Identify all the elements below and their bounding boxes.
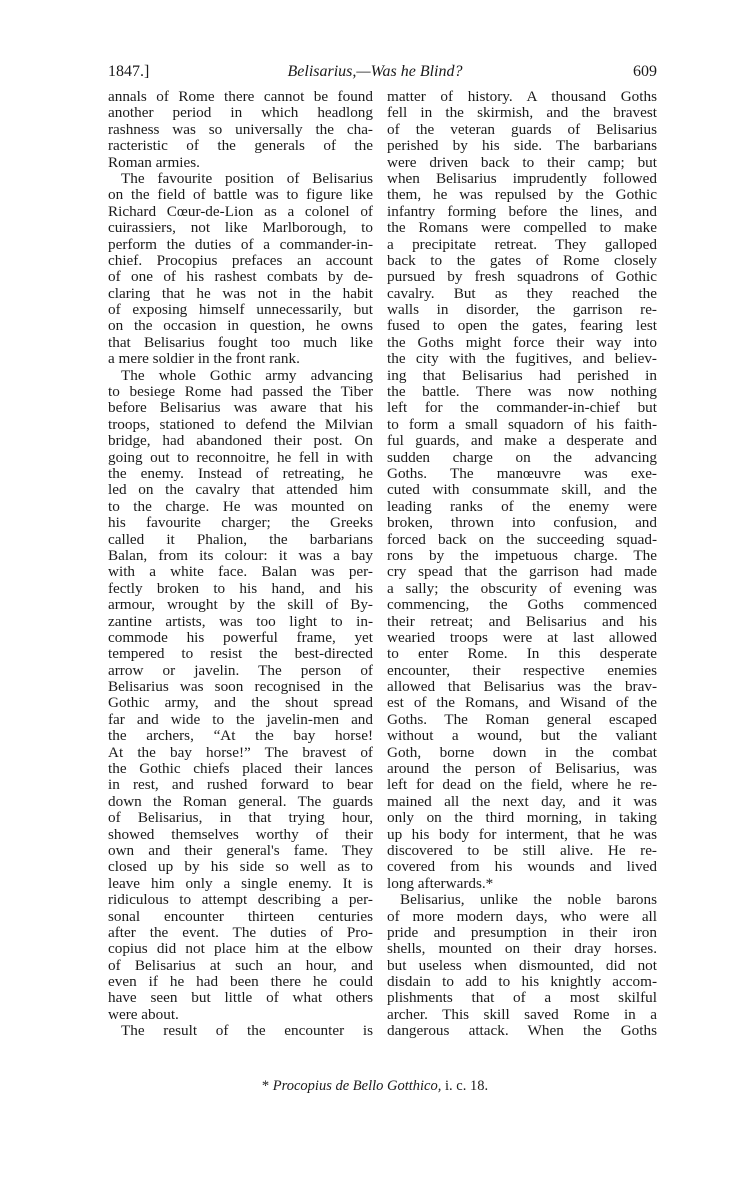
text-line: the enemy. Instead of retreating, he [108, 464, 373, 482]
text-line: racteristic of the generals of the [108, 137, 373, 155]
text-line: left for the commander-in-chief but [387, 399, 657, 417]
text-line: broken, thrown into confusion, and [387, 514, 657, 532]
text-line: shells, mounted on their dray horses. [387, 940, 657, 958]
text-line: ridiculous to attempt describing a per- [108, 891, 373, 909]
text-line: cavalry. But as they reached the [387, 284, 657, 302]
text-line: the city with the fugitives, and believ- [387, 350, 657, 368]
text-line: dangerous attack. When the Goths [387, 1022, 657, 1040]
text-line: of exposing himself unnecessarily, but [108, 301, 373, 319]
footnote [0, 1078, 750, 1095]
text-line: a mere soldier in the front rank. [108, 350, 300, 368]
text-line: disdain to add to his knightly accom- [387, 973, 657, 991]
text-line: his favourite charger; the Greeks [108, 514, 373, 532]
text-line: Gothic army, and the shout spread [108, 694, 373, 712]
text-line: arrow or javelin. The person of [108, 661, 373, 679]
text-line: far and wide to the javelin-men and [108, 710, 373, 728]
text-line: The favourite position of Belisarius [121, 169, 373, 187]
text-line: of the veteran guards of Belisarius [387, 120, 657, 138]
text-line: going out to reconnoitre, he fell in with [108, 448, 373, 466]
text-line: after the event. The duties of Pro- [108, 923, 373, 941]
text-line: ing that Belisarius had perished in [387, 366, 657, 384]
text-line: on the field of battle was to figure like [108, 186, 373, 204]
text-line: zantine artists, was too light to in- [108, 612, 373, 630]
text-line: leave him only a single enemy. It is [108, 874, 373, 892]
text-line: were driven back to their camp; but [387, 153, 657, 171]
text-line: Belisarius, unlike the noble barons [400, 891, 657, 909]
text-line: a precipitate retreat. They galloped [387, 235, 657, 253]
text-line: matter of history. A thousand Goths [387, 88, 657, 105]
text-line: a sally; the obscurity of evening was [387, 579, 657, 597]
text-line: mained all the next day, and it was [387, 792, 657, 810]
text-line: left for dead on the field, where he re- [387, 776, 657, 794]
text-line: cuted with consummate skill, and the [387, 481, 657, 499]
text-line: infantry forming before the lines, and [387, 202, 657, 220]
text-line: commencing, the Goths commenced [387, 596, 657, 614]
text-line: up his body for interment, that he was [387, 825, 657, 843]
text-line: that Belisarius fought too much like [108, 333, 373, 351]
text-line: At the bay horse!” The bravest of [108, 743, 373, 761]
text-line: the archers, “At the bay horse! [108, 727, 373, 745]
text-line: fused to open the gates, fearing lest [387, 317, 657, 335]
text-line: Richard Cœur-de-Lion as a colonel of [108, 202, 373, 220]
text-line: were about. [108, 1005, 179, 1023]
text-line: showed themselves worthy of their [108, 825, 373, 843]
text-line: troops, stationed to defend the Milvian [108, 415, 373, 433]
text-line: around the person of Belisarius, was [387, 760, 657, 778]
text-line: to enter Rome. In this desperate [387, 645, 657, 663]
text-line: them, he was repulsed by the Gothic [387, 186, 657, 204]
text-line: tempered to resist the best-directed [108, 645, 373, 663]
text-line: when Belisarius imprudently followed [387, 169, 657, 187]
text-line: annals of Rome there cannot be found [108, 88, 373, 105]
text-line: of Belisarius, in that trying hour, [108, 809, 373, 827]
text-line: to besiege Rome had passed the Tiber [108, 383, 373, 401]
text-line: encounter, their respective enemies [387, 661, 657, 679]
text-line: allowed that Belisarius was the brav- [387, 678, 657, 696]
text-line: The whole Gothic army advancing [121, 366, 373, 384]
text-line: with a white face. Balan was per- [108, 563, 373, 581]
text-line: called it Phalion, the barbarians [108, 530, 373, 548]
text-line: forced back on the succeeding squad- [387, 530, 657, 548]
text-line: Goths. The manœuvre was exe- [387, 464, 657, 482]
text-line: before Belisarius was aware that his [108, 399, 373, 417]
text-column-left [108, 89, 373, 1040]
text-line: even if he had been there he could [108, 973, 373, 991]
text-line: ful guards, and make a desperate and [387, 432, 657, 450]
text-line: in rest, and rushed forward to bear [108, 776, 373, 794]
text-line: down the Roman general. The guards [108, 792, 373, 810]
text-line: perform the duties of a commander-in- [108, 235, 373, 253]
text-line: armour, wrought by the skill of By- [108, 596, 373, 614]
text-line: the battle. There was now nothing [387, 383, 657, 401]
text-line: the Romans were compelled to make [387, 219, 657, 237]
text-line: est of the Romans, and Wisand of the [387, 694, 657, 712]
text-line: pursued by fresh squadrons of Gothic [387, 268, 657, 286]
text-line: perished by his side. The barbarians [387, 137, 657, 155]
text-line: copius did not place him at the elbow [108, 940, 373, 958]
text-line: plishments that of a most skilful [387, 989, 657, 1007]
text-line: discovered to be still alive. He re- [387, 841, 657, 859]
text-line: of one of his rashest combats by de- [108, 268, 373, 286]
text-line: led on the cavalry that attended him [108, 481, 373, 499]
text-line: Goth, borne down in the combat [387, 743, 657, 761]
text-line: cuirassiers, not like Marlborough, to [108, 219, 373, 237]
text-line: fell in the skirmish, and the bravest [387, 104, 657, 122]
text-line: archer. This skill saved Rome in a [387, 1005, 657, 1023]
text-line: but useless when dismounted, did not [387, 956, 657, 974]
text-line: own and their general's fame. They [108, 841, 373, 859]
text-line: the Gothic chiefs placed their lances [108, 760, 373, 778]
text-line: without a wound, but the valiant [387, 727, 657, 745]
text-line: another period in which headlong [108, 104, 373, 122]
text-line: chief. Procopius prefaces an account [108, 251, 373, 269]
text-line: pride and presumption in their iron [387, 923, 657, 941]
text-line: wearied troops were at last allowed [387, 628, 657, 646]
text-line: long afterwards.* [387, 874, 494, 892]
running-header-year: 1847.] [108, 63, 150, 80]
text-line: bridge, had abandoned their post. On [108, 432, 373, 450]
text-line: leading ranks of the enemy were [387, 497, 657, 515]
text-column-right [387, 89, 657, 1040]
text-line: Goths. The Roman general escaped [387, 710, 657, 728]
footnote-title: Procopius de Bello Gotthico, [272, 1078, 442, 1094]
text-line: closed up by his side so well as to [108, 858, 373, 876]
text-line: covered from his wounds and lived [387, 858, 657, 876]
text-line: rashness was so universally the cha- [108, 120, 373, 138]
footnote-reference: i. c. 18. [445, 1078, 489, 1094]
running-header-title: Belisarius,—Was he Blind? [287, 63, 463, 80]
page-number: 609 [633, 63, 657, 80]
text-line: Belisarius was soon recognised in the [108, 678, 373, 696]
text-line: claring that he was not in the habit [108, 284, 373, 302]
text-line: of more modern days, who were all [387, 907, 657, 925]
text-line: Balan, from its colour: it was a bay [108, 546, 373, 564]
text-line: back to the gates of Rome closely [387, 251, 657, 269]
footnote-marker: * [261, 1078, 270, 1094]
text-line: sonal encounter thirteen centuries [108, 907, 373, 925]
text-line: have seen but little of what others [108, 989, 373, 1007]
text-line: to the charge. He was mounted on [108, 497, 373, 515]
text-line: only on the third morning, in taking [387, 809, 657, 827]
text-line: on the occasion in question, he owns [108, 317, 373, 335]
text-line: rons by the impetuous charge. The [387, 546, 657, 564]
text-line: sudden charge on the advancing [387, 448, 657, 466]
text-line: fectly broken to his hand, and his [108, 579, 373, 597]
text-line: commode his powerful frame, yet [108, 628, 373, 646]
text-line: The result of the encounter is [121, 1022, 373, 1040]
text-line: their retreat; and Belisarius and his [387, 612, 657, 630]
text-line: walls in disorder, the garrison re- [387, 301, 657, 319]
text-line: the Goths might force their way into [387, 333, 657, 351]
text-line: of Belisarius at such an hour, and [108, 956, 373, 974]
text-line: to form a small squadorn of his faith- [387, 415, 657, 433]
text-line: cry spead that the garrison had made [387, 563, 657, 581]
text-line: Roman armies. [108, 153, 200, 171]
